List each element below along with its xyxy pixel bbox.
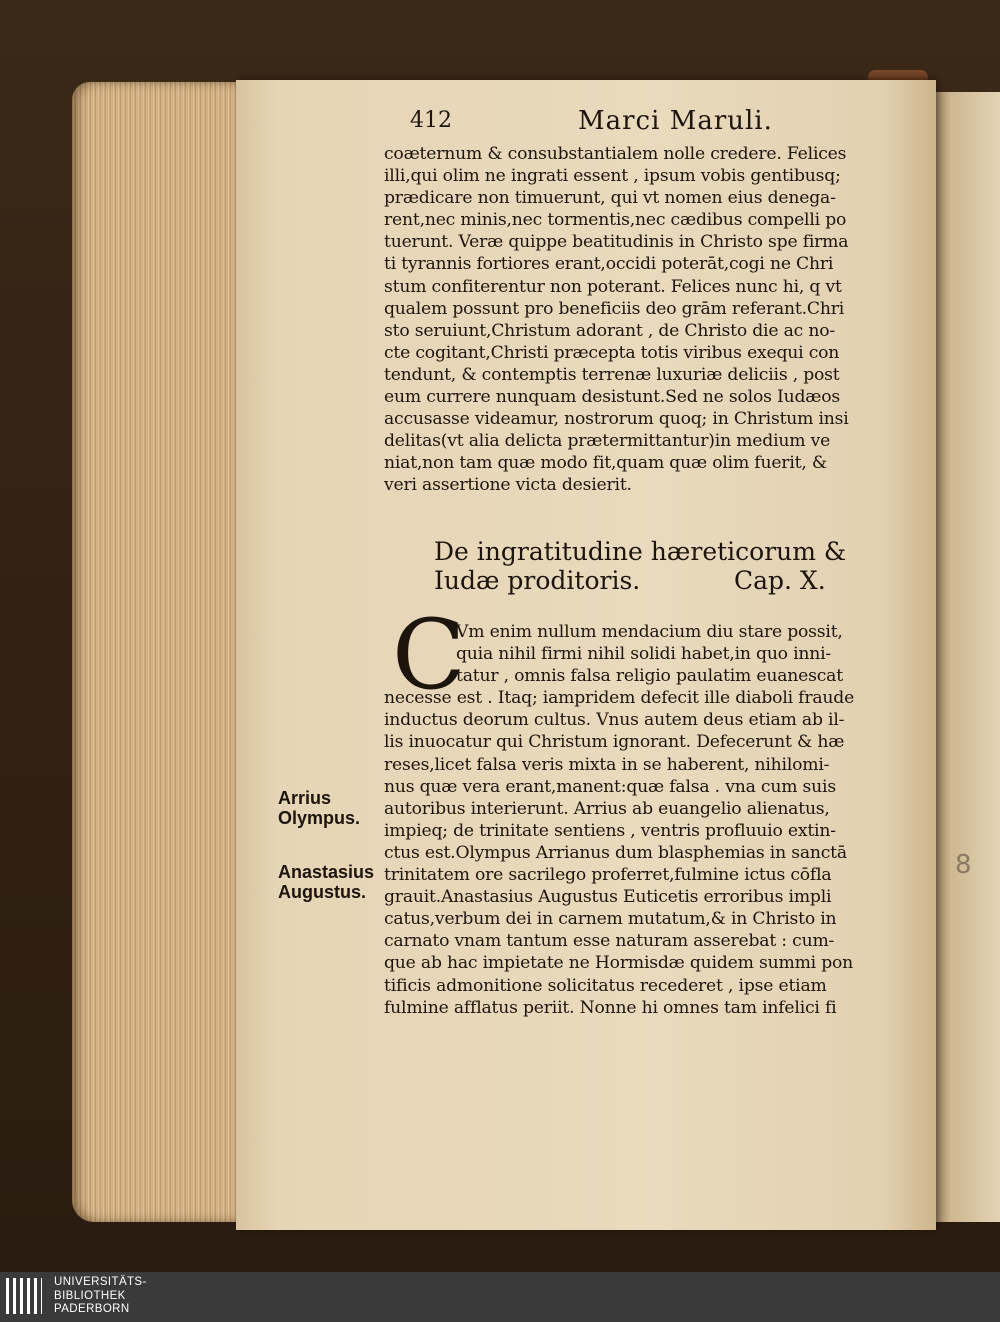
text-line: lis inuocatur qui Christum ignorant. Defecerunt & hæ: [384, 732, 845, 753]
margin-note-anastasius: [278, 862, 374, 902]
text-line: ti tyrannis fortiores erant,occidi poterāt,cogi ne Chri: [384, 254, 834, 275]
text-line: impieq; de trinitate sentiens , ventris profluuio extin-: [384, 820, 836, 841]
text-line: niat,non tam quæ modo fit,quam quæ olim fuerit, &: [384, 453, 827, 474]
text-line: coæternum & consubstantialem nolle credere. Felices: [384, 144, 847, 164]
text-line: tificis admonitione solicitatus recederet , ipse etiam: [384, 975, 827, 996]
library-name-line: UNIVERSITÄTS-: [54, 1276, 147, 1288]
text-line: eum currere nunquam desistunt.Sed ne solos Iudæos: [384, 387, 840, 408]
text-line: rent,nec minis,nec tormentis,nec cædibus compelli po: [384, 210, 847, 231]
drop-cap-initial: C: [392, 599, 466, 711]
page-number: 412: [410, 108, 452, 133]
text-line: fulmine afflatus periit. Nonne hi omnes tam infelici fi: [384, 997, 837, 1018]
library-name-line: PADERBORN: [54, 1303, 130, 1315]
chapter-label: Cap. X.: [734, 566, 826, 595]
text-line: catus,verbum dei in carnem mutatum,& in Christo in: [384, 909, 837, 930]
text-line: tatur , omnis falsa religio paulatim euanescat: [456, 666, 843, 687]
chapter-heading-line-1: De ingratitudine hæreticorum &: [434, 537, 847, 566]
margin-note-line: Anastasius: [278, 862, 375, 882]
text-line: necesse est . Itaq; iampridem defecit ille diaboli fraude: [384, 688, 855, 709]
library-logo-icon: [6, 1278, 42, 1314]
page-edges-stack: [72, 82, 247, 1222]
paragraph-2: [384, 621, 904, 1019]
text-line: autoribus interierunt. Arrius ab euangelio alienatus,: [384, 798, 830, 819]
text-line: tuerunt. Veræ quippe beatitudinis in Christo spe firma: [384, 232, 849, 253]
text-line: nus quæ vera erant,manent:quæ falsa . vna cum suis: [384, 776, 836, 797]
text-line: grauit.Anastasius Augustus Euticetis erroribus impli: [384, 887, 832, 908]
text-line: trinitatem ore sacrilego proferret,fulmine ictus cōfla: [384, 865, 832, 886]
text-line: inductus deorum cultus. Vnus autem deus etiam ab il-: [384, 710, 845, 731]
paragraph-1: [384, 143, 904, 497]
text-line: illi,qui olim ne ingrati essent , ipsum vobis gentibusq;: [384, 166, 841, 187]
running-title: Marci Maruli.: [578, 106, 773, 136]
text-line: stum confiterentur non poterant. Felices nunc hi, q vt: [384, 276, 842, 297]
text-line: ctus est.Olympus Arrianus dum blasphemias in sanctā: [384, 842, 847, 863]
pencil-mark: 8: [955, 850, 972, 880]
text-line: tendunt, & contemptis terrenæ luxuriæ deliciis , post: [384, 364, 840, 385]
text-line: qualem possunt pro beneficiis deo grām referant.Chri: [384, 298, 845, 319]
text-line: Vm enim nullum mendacium diu stare possit,: [456, 622, 843, 642]
text-line: quia nihil firmi nihil solidi habet,in quo inni-: [456, 644, 832, 665]
facing-page-edge: [934, 92, 1000, 1222]
margin-note-line: Arrius: [278, 788, 332, 808]
library-name-line: BIBLIOTHEK: [54, 1289, 126, 1302]
text-line: accusasse videamur, nostrorum quoq; in Christum insi: [384, 409, 849, 430]
text-line: sto seruiunt,Christum adorant , de Christo die ac no-: [384, 320, 835, 341]
text-line: que ab hac impietate ne Hormisdæ quidem summi pon: [384, 953, 854, 974]
library-footer-bar: [0, 1272, 1000, 1322]
text-line: delitas(vt alia delicta prætermittantur)in medium ve: [384, 431, 831, 452]
chapter-heading-line-2: Iudæ proditoris.: [434, 566, 641, 595]
library-name: [54, 1276, 147, 1317]
text-line: veri assertione victa desierit.: [384, 475, 632, 496]
margin-note-line: Augustus.: [278, 882, 366, 902]
text-line: carnato vnam tantum esse naturam asserebat : cum-: [384, 931, 835, 952]
margin-note-arrius: [278, 788, 360, 828]
text-line: prædicare non timuerunt, qui vt nomen eius denega-: [384, 188, 836, 209]
chapter-heading: [434, 537, 884, 595]
margin-note-line: Olympus.: [278, 808, 361, 828]
text-line: cte cogitant,Christi præcepta totis viribus exequi con: [384, 342, 840, 363]
text-line: reses,licet falsa veris mixta in se haberent, nihilomi-: [384, 754, 830, 775]
running-head: [410, 106, 850, 142]
